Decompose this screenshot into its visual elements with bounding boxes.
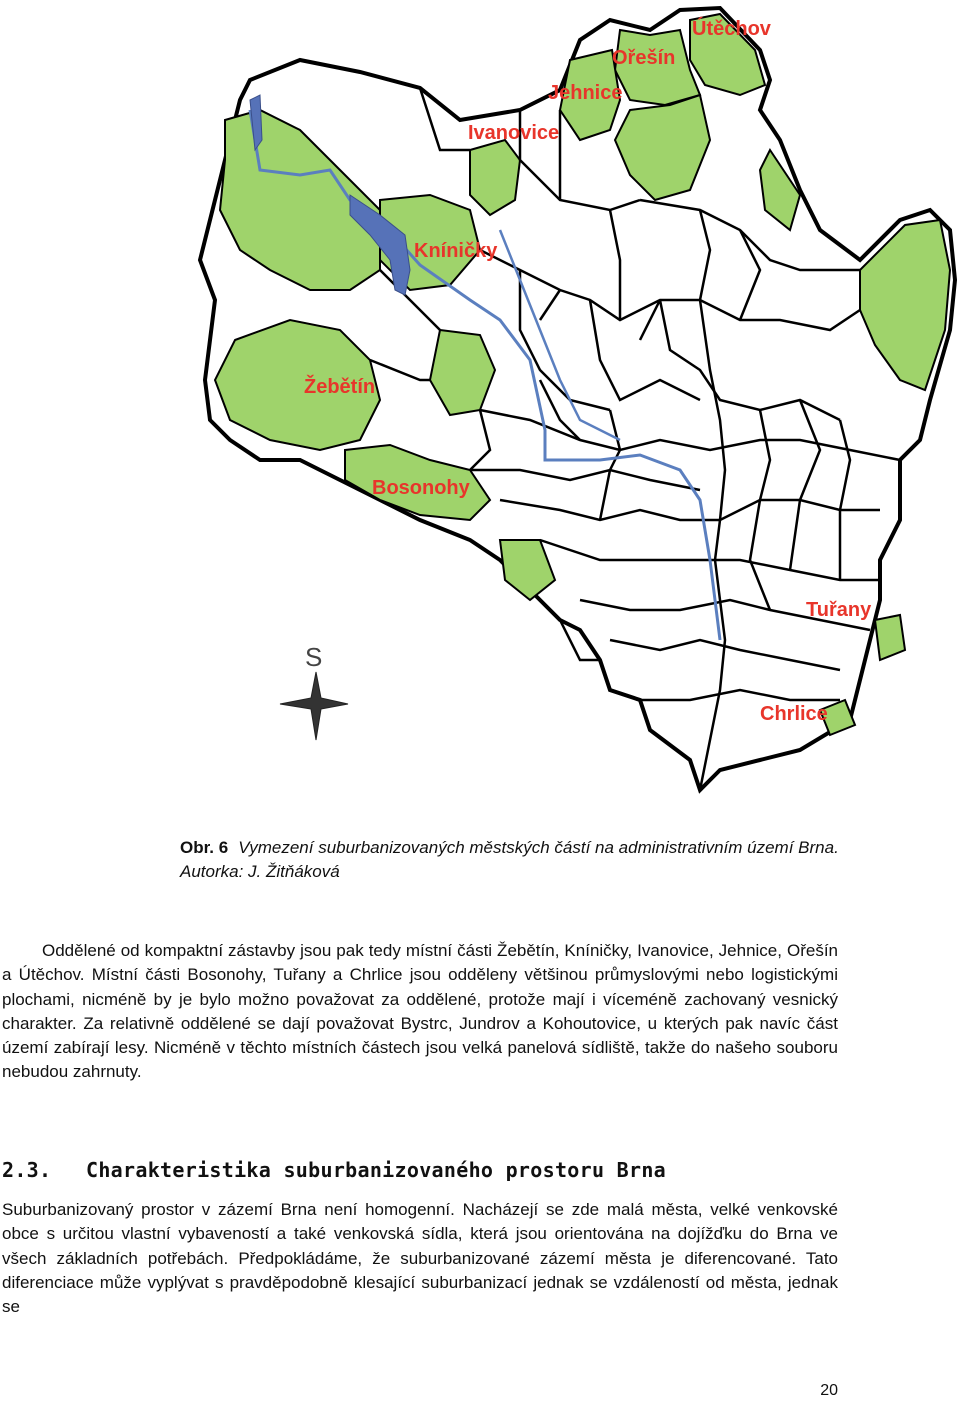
compass-north-label: S <box>305 642 323 672</box>
label-chrlice: Chrlice <box>760 703 828 725</box>
label-utechov: Útěchov <box>692 18 771 40</box>
label-jehnice: Jehnice <box>548 82 623 104</box>
label-ivanovice: Ivanovice <box>468 122 560 144</box>
compass-star-icon <box>280 672 348 740</box>
figure-caption-text: Vymezení suburbanizovaných městských částí na administrativním území Brna. Autorka: J. Žitňáková <box>180 838 839 881</box>
body-paragraph-2: Suburbanizovaný prostor v zázemí Brna není homogenní. Nacházejí se zde malá města, velké venkovské obce s určitou vlastní vybaveností a také venkovská sídla, která jsou orientována na dojížďku do Brna ve všech základních potřebách. Předpokládáme, že suburbanizované zázemí města je diferencované. Tato diferenciace může vyplývat s pravděpodobně klesající suburbanizací jednak se vzdáleností od města, jednak se <box>2 1200 838 1317</box>
label-oresin: Ořešín <box>612 47 676 69</box>
label-zebetin: Žebětín <box>304 376 376 398</box>
compass-rose <box>280 642 348 740</box>
section-heading <box>2 1158 666 1182</box>
label-turany: Tuřany <box>806 599 872 621</box>
page-number: 20 <box>820 1382 838 1399</box>
figure-caption <box>180 836 840 884</box>
section-number: 2.3. <box>2 1158 52 1182</box>
figure-number: Obr. 6 <box>180 838 229 857</box>
body-paragraph-1: Oddělené od kompaktní zástavby jsou pak tedy místní části Žebětín, Kníničky, Ivanovice, Jehnice, Ořešín a Útěchov. Místní části Bosonohy, Tuřany a Chrlice jsou odděleny většinou průmyslovými nebo logistickými plochami, nicméně by je bylo možno považovat za oddělené, protože mají i víceméně zachovaný vesnický charakter. Za relativně oddělené se dají považovat Bystrc, Jundrov a Kohoutovice, u kterých pak navíc část území zabírají lesy. Nicméně v těchto místních částech jsou velká panelová sídliště, takže do našeho souboru nebudou zahrnuty. <box>2 941 838 1082</box>
label-kninicky: Kníničky <box>414 240 498 262</box>
section-title: Charakteristika suburbanizovaného prostoru Brna <box>86 1158 667 1182</box>
label-bosonohy: Bosonohy <box>372 477 470 499</box>
area-turany-patch <box>875 615 905 660</box>
